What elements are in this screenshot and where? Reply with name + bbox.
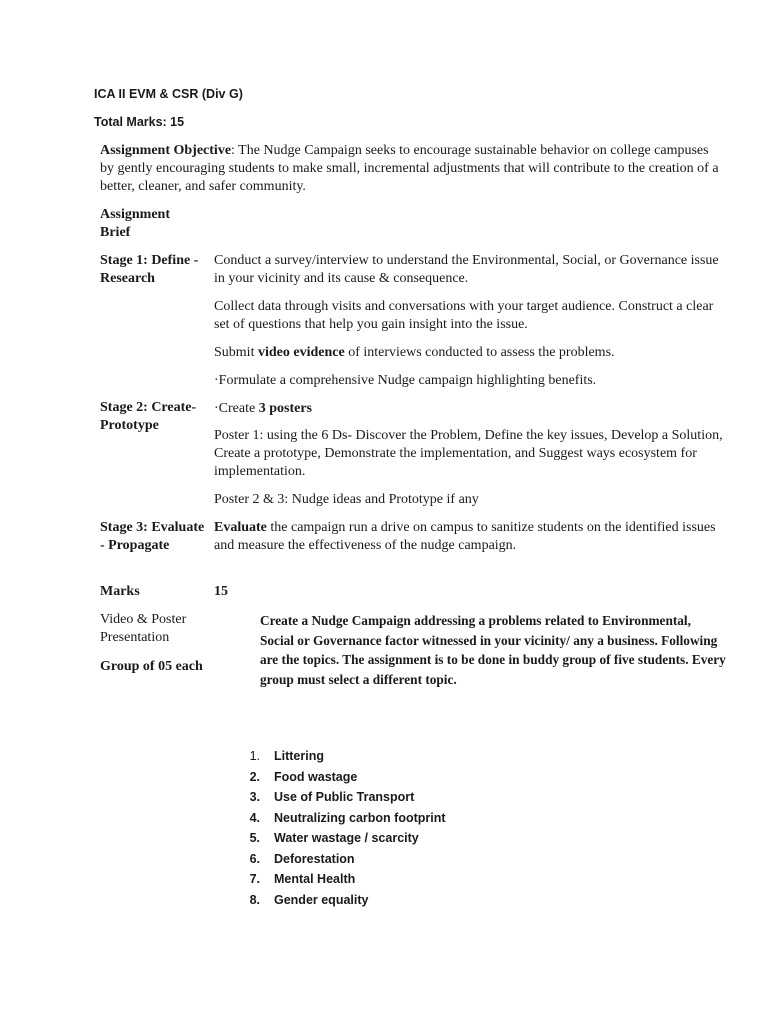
list-item-number: 6. [249, 851, 260, 866]
list-item-label: Gender equality [274, 892, 369, 907]
stage2-paragraph-1 [214, 400, 726, 418]
stage3-p1-rest: the campaign run a drive on campus to sanitize students on the identified issues and measure the effectiveness of the nudge campaign. [214, 520, 716, 553]
list-item-label: Deforestation [274, 851, 355, 866]
list-item-number: 7. [249, 872, 260, 886]
stage2-label: Stage 2: Create-Prototype [100, 400, 197, 433]
list-item-label: Littering [274, 749, 324, 763]
stage1-paragraph-2: Collect data through visits and conversations with your target audience. Construct a clear set of questions that help you gain insight into the issue. [214, 299, 714, 332]
list-item [230, 828, 446, 849]
total-marks: Total Marks: 15 [94, 115, 185, 129]
list-item [230, 767, 446, 788]
list-item-number: 8. [249, 892, 260, 907]
list-item-label: Use of Public Transport [274, 790, 415, 804]
stage1-label: Stage 1: Define - Research [100, 253, 199, 286]
stage1-paragraph-1: Conduct a survey/interview to understand the Environmental, Social, or Governance issue in your vicinity and its cause & consequence. [214, 253, 719, 286]
stage2-paragraph-2: Poster 1: using the 6 Ds- Discover the Problem, Define the key issues, Develop a Solution, Create a prototype, Demonstrate the implementation, and Suggest ways ecosystem for implementation. [214, 428, 723, 479]
objective-text: : The Nudge Campaign seeks to encourage sustainable behavior on college campuses by gently encouraging students to make small, incremental adjustments that will contribute to the creation of a better, cleaner, and safer community. [100, 143, 719, 194]
assignment-brief-label: Assignment Brief [100, 207, 171, 240]
stage1-p3-pre: Submit [214, 345, 258, 360]
assignment-objective [100, 142, 720, 196]
document-title: ICA II EVM & CSR (Div G) [94, 87, 243, 101]
list-item-label: Water wastage / scarcity [274, 831, 419, 845]
list-item [230, 746, 446, 767]
campaign-description: Create a Nudge Campaign addressing a problems related to Environmental, Social or Governance factor witnessed in your vicinity/ any a business. Following are the topics. The assignment is to be done in buddy group of five students. Every group must select a different topic. [260, 613, 726, 687]
stage2-p1-bold: 3 posters [258, 401, 312, 416]
group-label: Group of 05 each [100, 659, 203, 674]
marks-label: Marks [100, 584, 140, 599]
marks-value: 15 [214, 584, 228, 599]
stage2-p1-pre: ·Create [214, 401, 259, 416]
stage1-paragraph-3 [214, 344, 726, 362]
list-item-number: 1. [249, 749, 260, 763]
list-item-label: Neutralizing carbon footprint [274, 810, 446, 825]
stage3-p1-bold: Evaluate [214, 520, 267, 535]
presentation-label: Video & Poster Presentation [100, 612, 187, 645]
stage1-p3-bold: video evidence [257, 345, 345, 360]
stage3-label: Stage 3: Evaluate - Propagate [100, 520, 205, 553]
list-item-number: 3. [249, 790, 260, 804]
stage2-paragraph-3: Poster 2 & 3: Nudge ideas and Prototype if any [214, 492, 479, 507]
list-item-number: 2. [249, 769, 260, 784]
stage1-p3-post: of interviews conducted to assess the problems. [344, 345, 615, 360]
topics-list [230, 746, 446, 910]
stage1-paragraph-4: ·Formulate a comprehensive Nudge campaign highlighting benefits. [214, 373, 597, 388]
list-item [230, 869, 446, 890]
list-item-number: 4. [249, 810, 260, 825]
stage3-paragraph-1 [214, 519, 726, 555]
list-item-label: Mental Health [274, 872, 356, 886]
objective-label: Assignment Objective [100, 143, 232, 158]
list-item-number: 5. [249, 831, 260, 845]
list-item [230, 890, 446, 911]
list-item [230, 808, 446, 829]
list-item [230, 787, 446, 808]
list-item-label: Food wastage [274, 769, 358, 784]
list-item [230, 849, 446, 870]
